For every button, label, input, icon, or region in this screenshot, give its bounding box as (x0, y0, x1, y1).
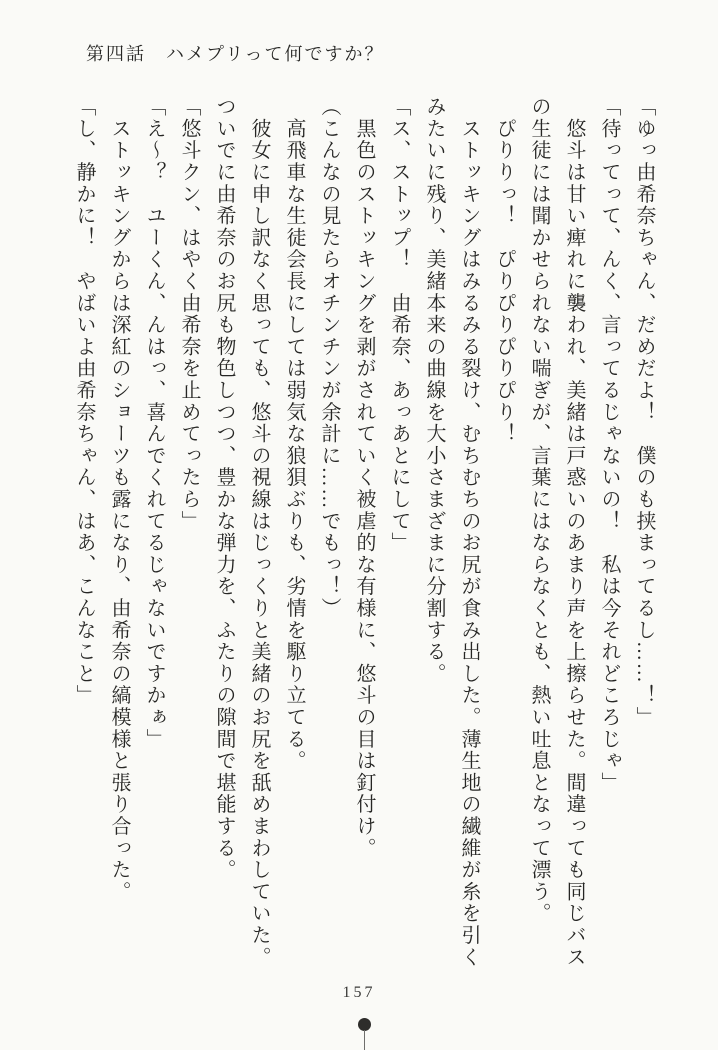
text-column: 「悠斗クン、はやく由希奈を止めてったら」 (178, 96, 200, 532)
text-column: の生徒には聞かせられない喘ぎが、言葉にはならなくとも、熱い吐息となって漂う。 (528, 96, 550, 925)
text-column: ついでに由希奈のお尻も物色しつつ、豊かな弾力を、ふたりの隙間で堪能する。 (213, 96, 235, 881)
text-column: ストッキングはみるみる裂け、むちむちのお尻が食み出した。薄生地の繊維が糸を引く (458, 96, 480, 968)
text-column: 「え～？ ユーくん、んはっ、喜んでくれてるじゃないですかぁ」 (143, 96, 165, 750)
text-column: ぴりりっ！ ぴりぴりぴりぴり！ (493, 96, 515, 445)
chapter-header: 第四話 ハメプリって何ですか？ (86, 44, 385, 64)
text-column: ストッキングからは深紅のショーツも露になり、由希奈の縞模様と張り合った。 (108, 96, 130, 903)
text-column: 「ス、ストップ！ 由希奈、あっあとにして」 (388, 96, 410, 554)
page-number: 157 (342, 984, 376, 1001)
binding-mark-line (364, 1030, 365, 1050)
text-column: 「ゆっ由希奈ちゃん、だめだよ！ 僕のも挟まってるし……！」 (633, 96, 655, 729)
text-column: 「し、静かに！ やばいよ由希奈ちゃん、はあ、こんなこと」 (73, 96, 95, 707)
text-column: みたいに残り、美緒本来の曲線を大小さまざまに分割する。 (423, 96, 445, 685)
text-column: 「待ってって、んく、言ってるじゃないの！ 私は今それどころじゃ」 (598, 96, 620, 794)
page-text-block (66, 96, 661, 1010)
text-column: 彼女に申し訳なく思っても、悠斗の視線はじっくりと美緒のお尻を舐めまわしていた。 (248, 96, 270, 968)
text-column: （こんなの見たらオチンチンが余計に……でもっ！） (318, 96, 340, 620)
text-column: 高飛車な生徒会長にしては弱気な狼狽ぶりも、劣情を駆り立てる。 (283, 96, 305, 772)
text-column: 黒色のストッキングを剥がされていく被虐的な有様に、悠斗の目は釘付け。 (353, 96, 375, 859)
text-column: 悠斗は甘い痺れに襲われ、美緒は戸惑いのあまり声を上擦らせた。間違っても同じバス (563, 96, 585, 968)
